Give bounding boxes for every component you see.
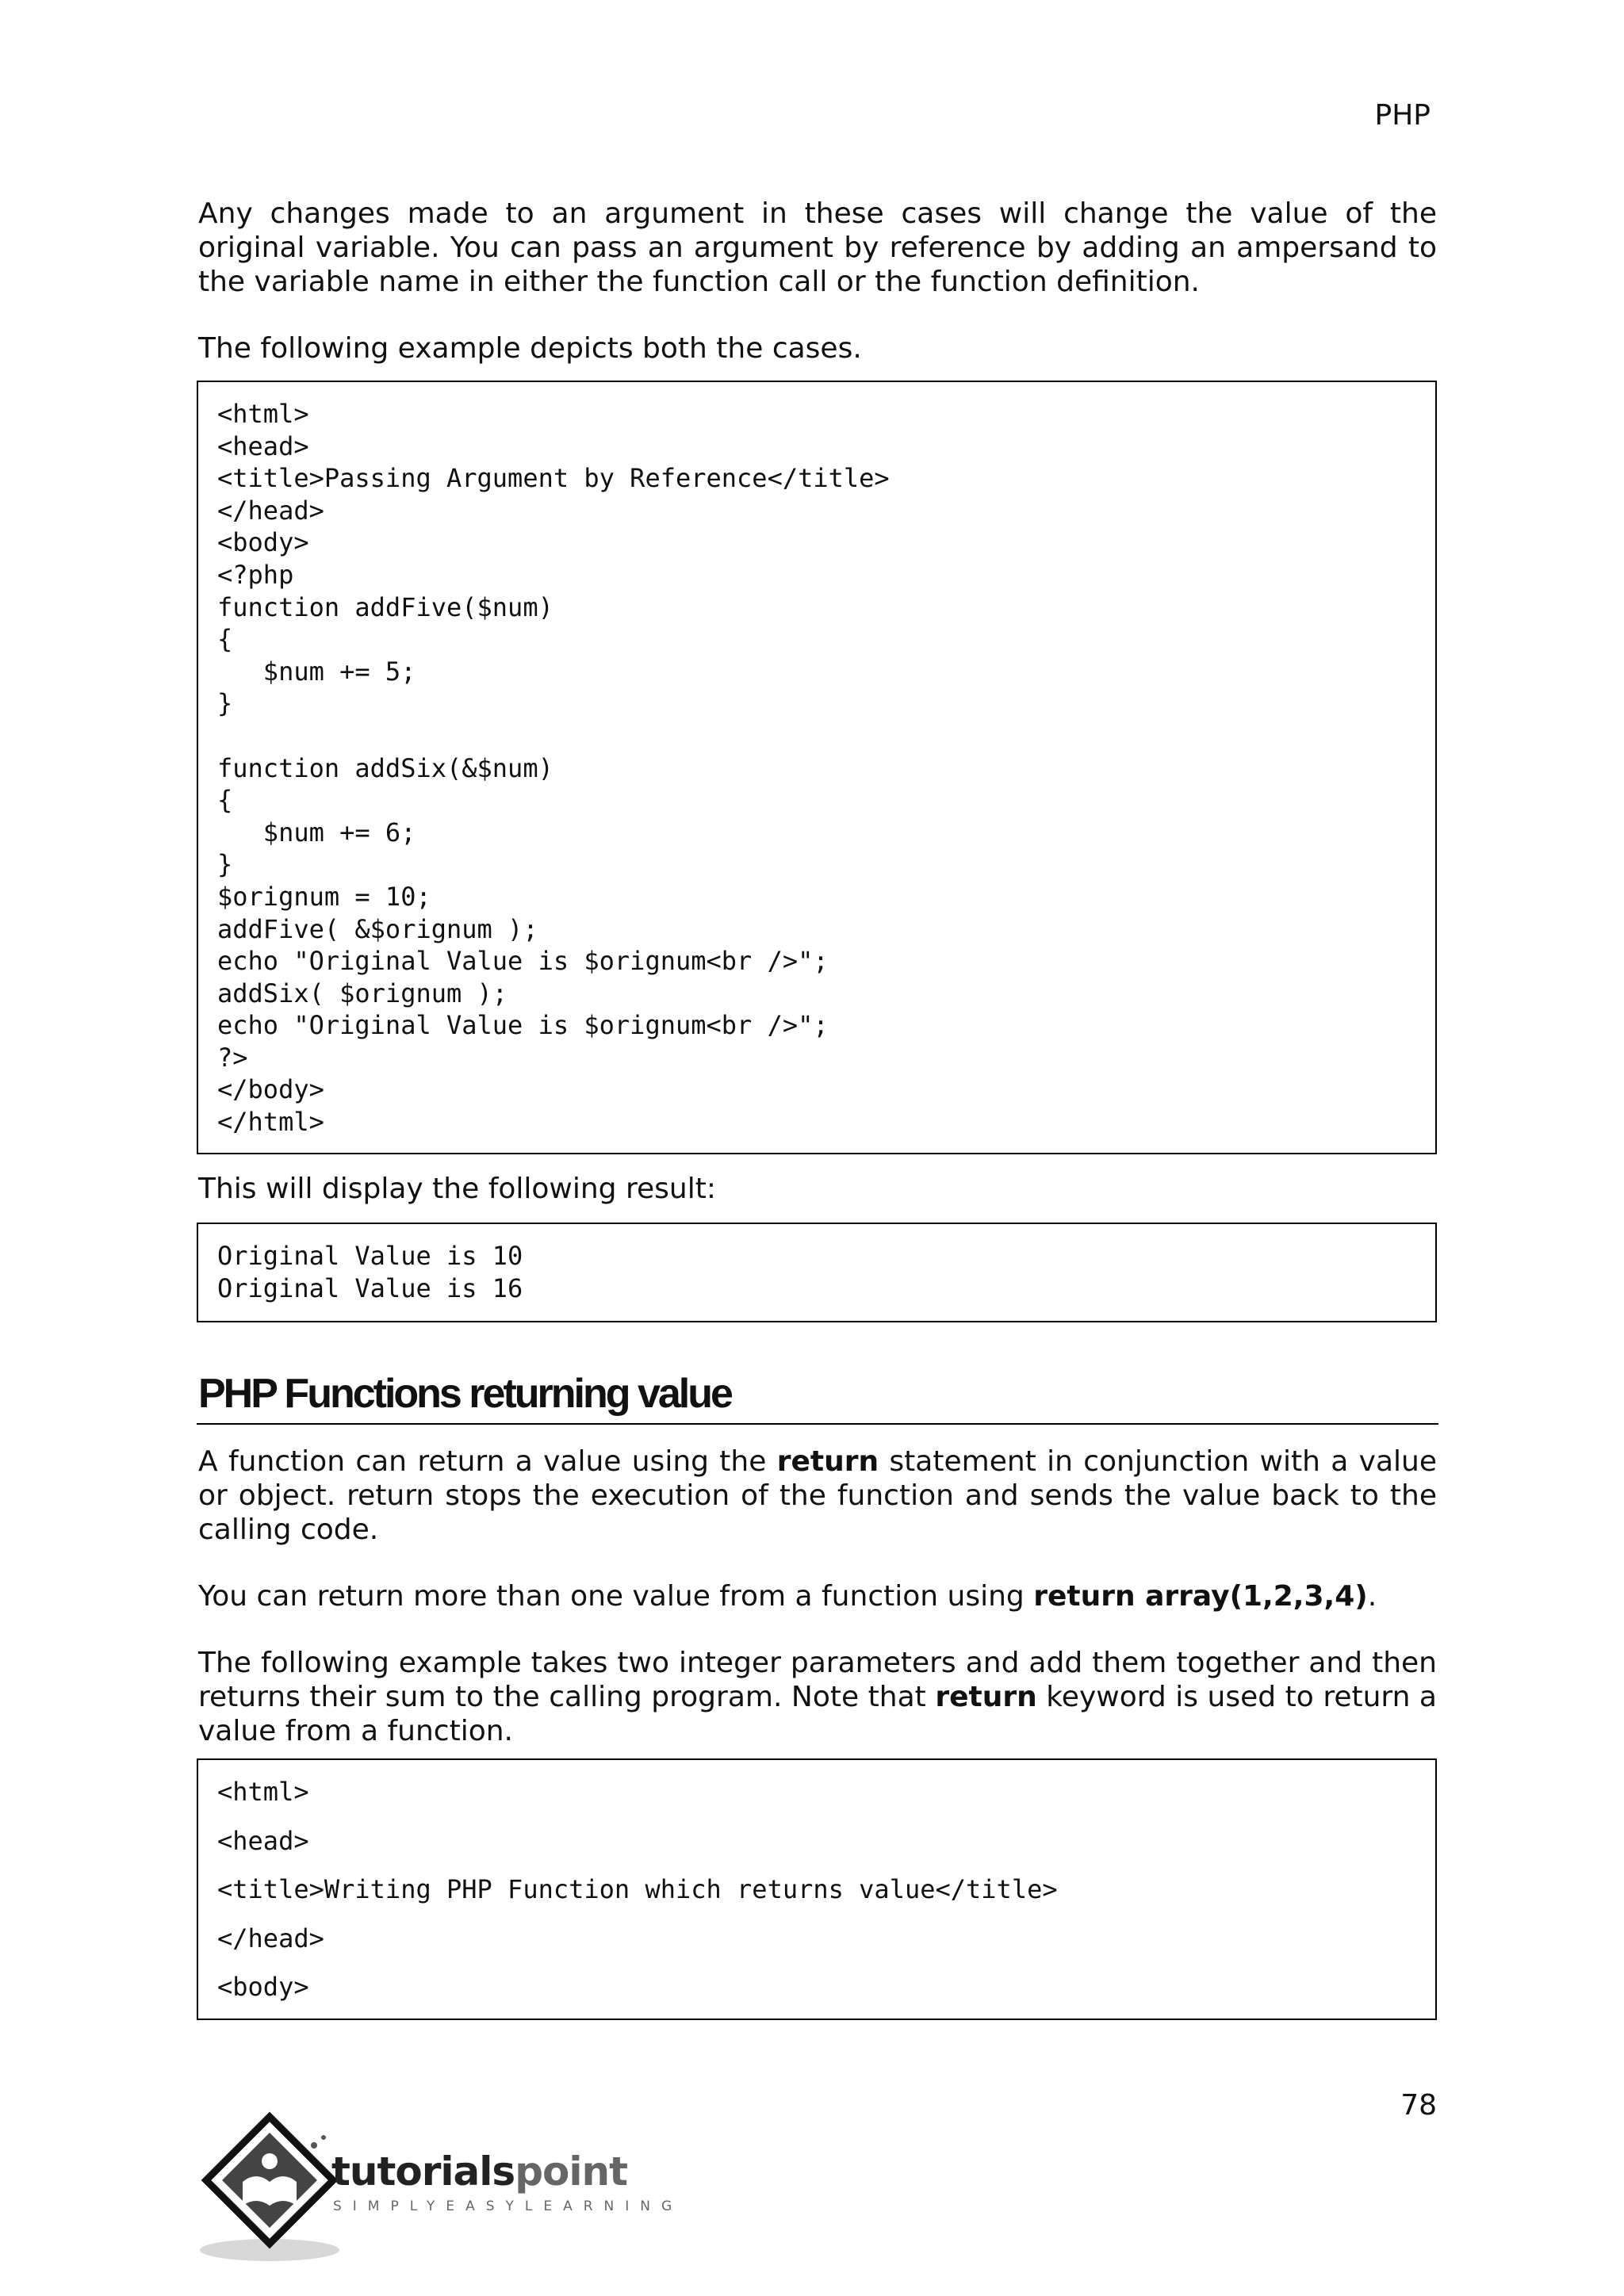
code-line: </html> [217,1107,324,1138]
intro-paragraph: Any changes made to an argument in these cases will change the value of the original variable. You can pass an argument by reference by adding an ampersand to the variable name in either the function call or the function definition. [198,197,1437,298]
output-line: Original Value is 10 [217,1241,523,1271]
heading-underline [197,1423,1438,1425]
code-line: <head> [217,430,309,461]
code-line: ?> [217,1042,248,1073]
bold-keyword: return array(1,2,3,4) [1033,1580,1368,1613]
code-line: { [217,785,233,816]
bold-keyword: return [935,1681,1037,1713]
example-paragraph [198,1646,1437,1748]
code-line: echo "Original Value is $orignum<br />"; [217,946,829,977]
running-header: PHP [1374,99,1431,132]
code-line: } [217,849,233,880]
code-line: <?php [217,559,294,590]
logo-wordmark [331,2149,627,2195]
logo-word-tutorials: tutorials [331,2149,515,2195]
logo-tagline: SIMPLYEASYLEARNING [333,2198,684,2214]
text-span: statement in conjunction with a value or object. return stops the execution of the function and sends the value back to the calling code. [198,1445,1437,1546]
reader-head-icon [262,2153,278,2169]
return-paragraph [198,1445,1437,1547]
code-line: function addFive($num) [217,591,553,622]
code-line: <title>Passing Argument by Reference</title> [217,463,890,494]
text-span: You can return more than one value from a function using [198,1580,1034,1613]
bold-keyword: return [776,1445,879,1478]
code-block-reference [197,381,1437,1154]
code-line: $num += 5; [217,656,416,687]
logo-word-point: point [515,2149,627,2195]
text-span: . [1367,1580,1377,1613]
section-heading: PHP Functions returning value [198,1371,731,1417]
code-line: echo "Original Value is $orignum<br />"; [217,1010,829,1041]
code-line: addFive( &$orignum ); [217,913,538,944]
code-block-return [197,1758,1437,2020]
code-line: <body> [217,1972,309,2002]
logo-dot [321,2135,326,2140]
text-span: keyword is used to return a value from a function. [198,1681,1437,1747]
code-line: function addSix(&$num) [217,752,553,783]
code-line: <html> [217,399,309,429]
code-line: <html> [217,1777,309,1807]
code-line: addSix( $orignum ); [217,978,508,1008]
output-block [197,1223,1437,1322]
text-span: A function can return a value using the [198,1445,777,1478]
result-intro: This will display the following result: [198,1173,716,1205]
code-line: { [217,624,233,655]
array-paragraph [198,1579,1437,1613]
code-line: </head> [217,495,324,526]
code-line: $orignum = 10; [217,881,431,912]
code-line: <head> [217,1825,309,1856]
code-line: } [217,688,233,719]
code-line: $num += 6; [217,817,416,848]
output-line: Original Value is 16 [217,1272,523,1303]
logo-dot [311,2142,317,2149]
code-line: <title>Writing PHP Function which returns value</title> [217,1874,1058,1904]
text-span: The following example takes two integer parameters and add them together and then returns their sum to the calling program. Note that [198,1647,1437,1713]
code-line: </body> [217,1074,324,1105]
tutorialspoint-logo [197,2109,688,2267]
example-intro: The following example depicts both the cases. [198,332,862,365]
page-number: 78 [1400,2089,1437,2122]
code-line [217,720,1416,752]
code-line: <body> [217,527,309,558]
code-line: </head> [217,1923,324,1954]
